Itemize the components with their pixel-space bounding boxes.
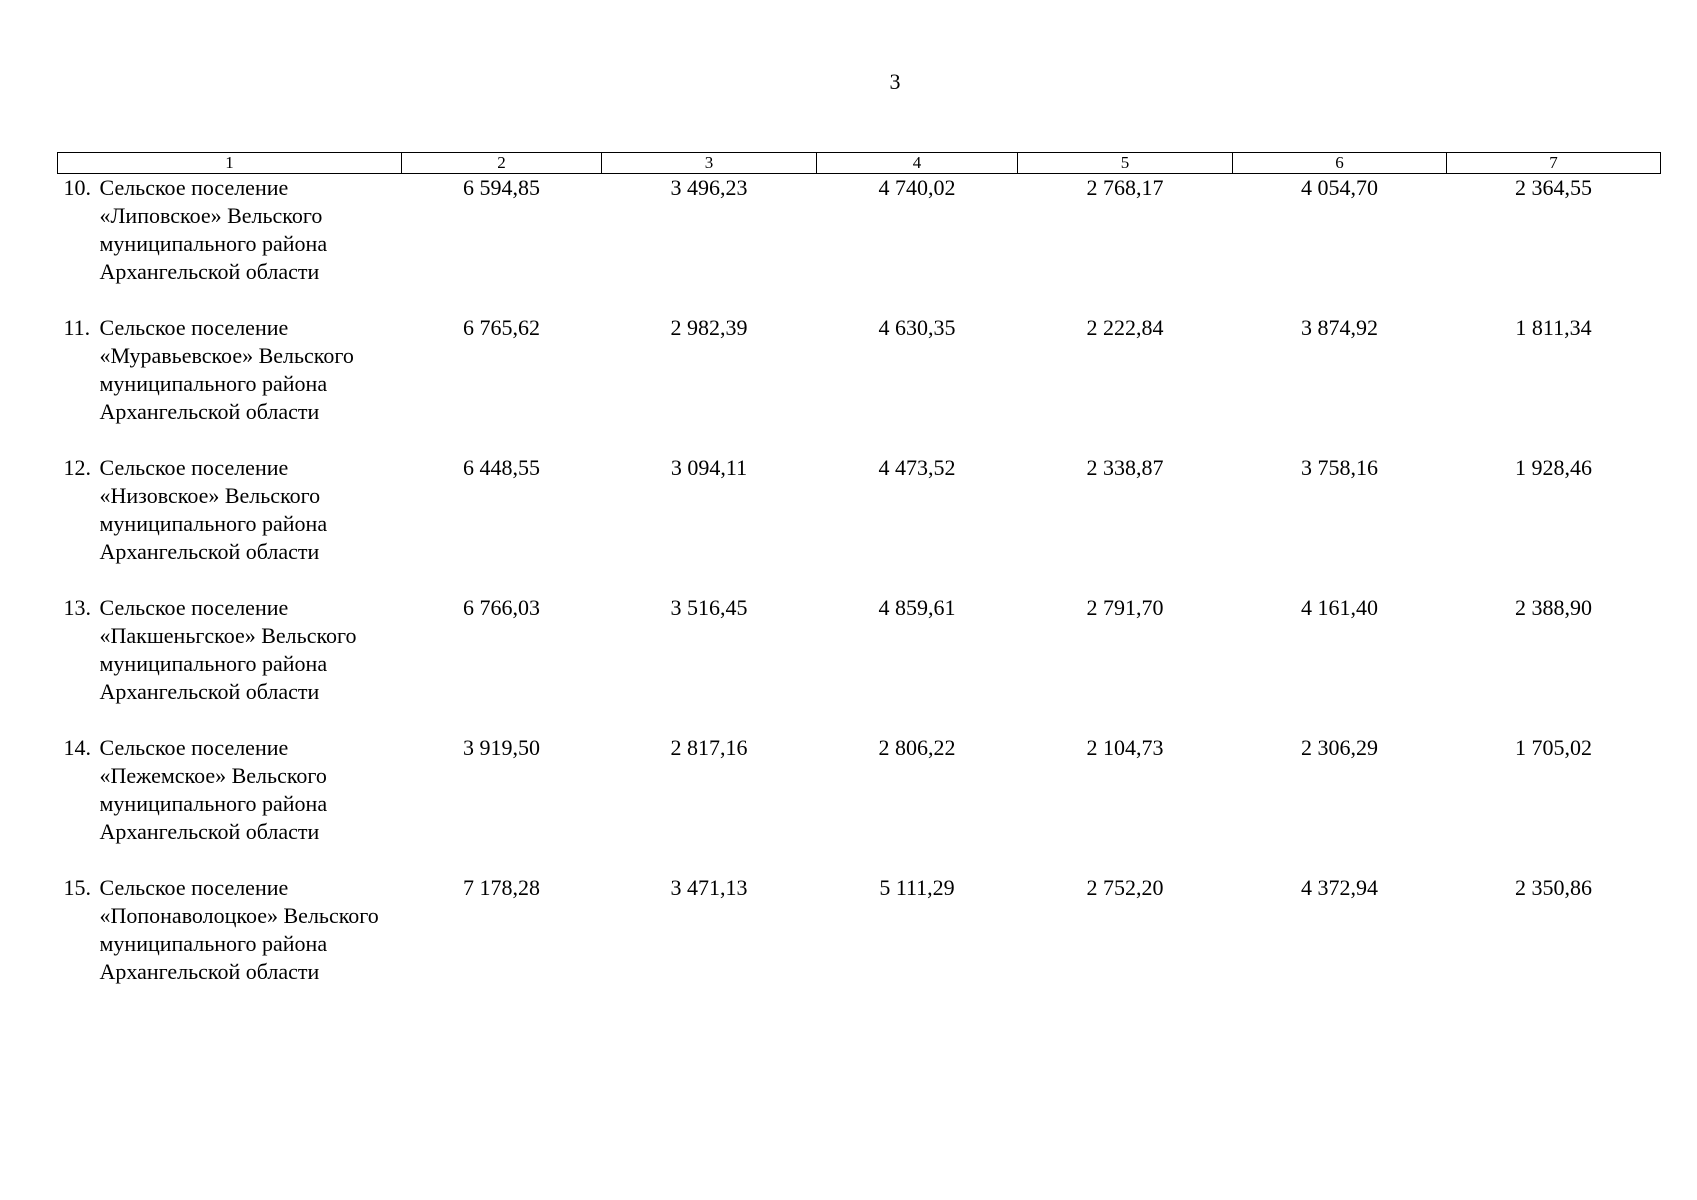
settlement-name-cell [58, 594, 402, 734]
value-col-6: 4 372,94 [1301, 875, 1378, 900]
value-col-4: 4 473,52 [878, 455, 956, 480]
value-col-6: 4 161,40 [1301, 595, 1378, 620]
value-col-4: 4 859,61 [878, 595, 956, 620]
value-col-6: 2 306,29 [1301, 735, 1378, 760]
table-row [58, 594, 1661, 734]
settlement-name-cell [58, 874, 402, 1014]
value-col-5: 2 222,84 [1086, 315, 1164, 340]
column-header-6: 6 [1233, 153, 1447, 174]
column-header-5: 5 [1018, 153, 1233, 174]
column-number-row [58, 153, 1661, 174]
value-col-6: 3 874,92 [1301, 315, 1378, 340]
value-col-7: 2 350,86 [1515, 875, 1592, 900]
value-col-2: 6 765,62 [463, 315, 540, 340]
value-col-4: 5 111,29 [879, 875, 955, 900]
row-number: 15. [63, 875, 91, 900]
settlement-name: Сельское поселение «Попонаволоцкое» Вельского муниципального района Архангельской области [99, 875, 379, 984]
table-row [58, 454, 1661, 594]
settlement-name: Сельское поселение «Пежемское» Вельского муниципального района Архангельской области [99, 735, 328, 844]
column-header-4: 4 [817, 153, 1018, 174]
settlement-name-cell [58, 314, 402, 454]
value-col-5: 2 338,87 [1086, 455, 1164, 480]
value-col-3: 3 094,11 [670, 455, 748, 480]
value-col-3: 2 817,16 [670, 735, 748, 760]
value-col-7: 1 928,46 [1515, 455, 1592, 480]
settlement-name-cell [58, 734, 402, 874]
value-col-2: 3 919,50 [463, 735, 540, 760]
settlement-name: Сельское поселение «Пакшеньгское» Вельского муниципального района Архангельской области [99, 595, 357, 704]
settlements-table [57, 152, 1661, 1014]
table-header [58, 153, 1661, 174]
settlement-name: Сельское поселение «Низовское» Вельского муниципального района Архангельской области [99, 455, 328, 564]
value-col-4: 2 806,22 [878, 735, 956, 760]
row-number: 12. [63, 455, 91, 480]
value-col-5: 2 768,17 [1086, 175, 1164, 200]
settlement-name-cell [58, 174, 402, 315]
column-header-7: 7 [1447, 153, 1661, 174]
settlement-name: Сельское поселение «Муравьевское» Вельского муниципального района Архангельской области [99, 315, 354, 424]
row-number: 13. [63, 595, 91, 620]
value-col-3: 3 496,23 [670, 175, 748, 200]
column-header-2: 2 [402, 153, 602, 174]
value-col-3: 3 516,45 [670, 595, 748, 620]
value-col-2: 6 766,03 [463, 595, 540, 620]
page-number: 3 [889, 69, 901, 94]
value-col-4: 4 630,35 [878, 315, 956, 340]
row-number: 11. [63, 315, 91, 340]
settlement-name-cell [58, 454, 402, 594]
value-col-6: 3 758,16 [1301, 455, 1378, 480]
table-row [58, 734, 1661, 874]
row-number: 14. [63, 735, 91, 760]
value-col-2: 6 594,85 [463, 175, 540, 200]
row-number: 10. [63, 175, 91, 200]
column-header-3: 3 [602, 153, 817, 174]
value-col-7: 1 705,02 [1515, 735, 1592, 760]
value-col-7: 2 364,55 [1515, 175, 1592, 200]
table-row [58, 174, 1661, 315]
value-col-4: 4 740,02 [878, 175, 956, 200]
value-col-2: 6 448,55 [463, 455, 540, 480]
value-col-3: 3 471,13 [670, 875, 748, 900]
table-row [58, 314, 1661, 454]
value-col-5: 2 791,70 [1086, 595, 1164, 620]
column-header-1: 1 [58, 153, 402, 174]
value-col-5: 2 104,73 [1086, 735, 1164, 760]
table-body [58, 174, 1661, 1015]
value-col-7: 1 811,34 [1515, 315, 1592, 340]
value-col-3: 2 982,39 [670, 315, 748, 340]
value-col-7: 2 388,90 [1515, 595, 1592, 620]
value-col-2: 7 178,28 [463, 875, 540, 900]
value-col-6: 4 054,70 [1301, 175, 1378, 200]
table-row [58, 874, 1661, 1014]
value-col-5: 2 752,20 [1086, 875, 1164, 900]
settlement-name: Сельское поселение «Липовское» Вельского муниципального района Архангельской области [99, 175, 328, 284]
